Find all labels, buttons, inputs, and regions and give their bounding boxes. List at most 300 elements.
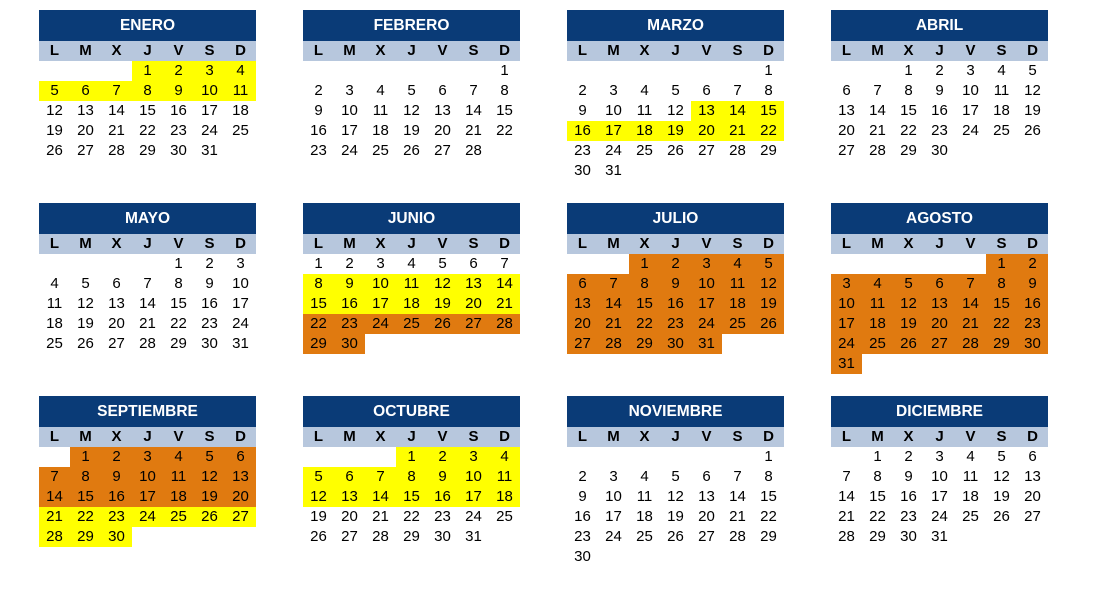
weekday-header xyxy=(831,427,1048,447)
day-cell: 12 xyxy=(303,487,334,507)
day-cell: 29 xyxy=(629,334,660,354)
week-row xyxy=(567,447,784,467)
day-cell: 25 xyxy=(862,334,893,354)
day-cell: 8 xyxy=(629,274,660,294)
month-octubre xyxy=(303,396,520,547)
day-cell: 22 xyxy=(70,507,101,527)
weekday-label: J xyxy=(935,235,944,252)
week-row xyxy=(831,354,1048,374)
day-cell: 17 xyxy=(132,487,163,507)
day-cell: 3 xyxy=(831,274,862,294)
day-cell: 5 xyxy=(1028,62,1037,79)
day-cell: 30 xyxy=(1017,334,1048,354)
day-cell: 23 xyxy=(334,314,365,334)
empty-cell xyxy=(629,447,660,467)
day-cell: 13 xyxy=(924,294,955,314)
day-cell: 15 xyxy=(70,487,101,507)
empty-cell xyxy=(629,61,660,81)
empty-cell xyxy=(955,254,986,274)
day-cell: 11 xyxy=(862,294,893,314)
empty-cell xyxy=(986,354,1017,374)
month-febrero xyxy=(303,10,520,161)
day-cell: 30 xyxy=(334,334,365,354)
weekday-label: L xyxy=(49,428,60,445)
weekday-label: V xyxy=(701,428,712,445)
day-cell: 1 xyxy=(500,62,509,79)
weekday-label: D xyxy=(763,42,774,59)
day-cell: 11 xyxy=(46,295,63,312)
day-cell: 5 xyxy=(39,81,70,101)
empty-cell xyxy=(831,254,862,274)
weekday-label: D xyxy=(1027,42,1038,59)
day-cell: 3 xyxy=(935,448,944,465)
day-cell: 12 xyxy=(194,467,225,487)
week-row xyxy=(831,334,1048,354)
month-abril xyxy=(831,10,1048,161)
day-cell: 16 xyxy=(1017,294,1048,314)
day-cell: 8 xyxy=(303,274,334,294)
day-cell: 30 xyxy=(900,528,917,545)
day-cell: 7 xyxy=(101,81,132,101)
weekday-label: J xyxy=(935,42,944,59)
day-cell: 23 xyxy=(900,508,917,525)
day-cell: 11 xyxy=(225,81,256,101)
day-cell: 4 xyxy=(722,254,753,274)
empty-cell xyxy=(691,61,722,81)
day-cell: 7 xyxy=(955,274,986,294)
weekday-label: V xyxy=(173,428,184,445)
day-cell: 16 xyxy=(201,295,218,312)
month-title: OCTUBRE xyxy=(303,396,520,427)
weekday-label: V xyxy=(173,42,184,59)
day-cell: 10 xyxy=(605,488,622,505)
weekday-header xyxy=(39,41,256,61)
weekday-label: X xyxy=(639,428,650,445)
day-cell: 8 xyxy=(764,468,773,485)
weekday-label: V xyxy=(701,235,712,252)
day-cell: 16 xyxy=(900,488,917,505)
weekday-label: L xyxy=(313,428,324,445)
week-row xyxy=(831,81,1048,101)
weekday-label: M xyxy=(343,235,356,252)
day-cell: 1 xyxy=(764,448,773,465)
day-cell: 17 xyxy=(598,121,629,141)
day-cell: 19 xyxy=(893,314,924,334)
month-title: AGOSTO xyxy=(831,203,1048,234)
day-cell: 22 xyxy=(869,508,886,525)
day-cell: 2 xyxy=(205,255,214,272)
weekday-label: S xyxy=(996,428,1007,445)
day-cell: 26 xyxy=(46,142,63,159)
day-cell: 21 xyxy=(729,508,746,525)
week-row xyxy=(303,507,520,527)
day-cell: 17 xyxy=(201,102,218,119)
day-cell: 18 xyxy=(232,102,249,119)
day-cell: 2 xyxy=(427,447,458,467)
weekday-label: S xyxy=(468,42,479,59)
day-cell: 15 xyxy=(170,295,187,312)
day-cell: 17 xyxy=(605,508,622,525)
empty-cell xyxy=(225,141,256,161)
day-cell: 20 xyxy=(108,315,125,332)
day-cell: 20 xyxy=(838,122,855,139)
empty-cell xyxy=(39,447,70,467)
day-cell: 3 xyxy=(966,62,975,79)
day-cell: 27 xyxy=(1024,508,1041,525)
day-cell: 27 xyxy=(341,528,358,545)
day-cell: 16 xyxy=(931,102,948,119)
day-cell: 14 xyxy=(869,102,886,119)
day-cell: 18 xyxy=(396,294,427,314)
day-cell: 4 xyxy=(966,448,975,465)
day-cell: 7 xyxy=(873,82,882,99)
day-cell: 6 xyxy=(842,82,851,99)
weekday-header xyxy=(567,427,784,447)
weekday-label: J xyxy=(671,42,680,59)
day-cell: 13 xyxy=(334,487,365,507)
empty-cell xyxy=(660,61,691,81)
day-cell: 4 xyxy=(640,82,649,99)
day-cell: 20 xyxy=(77,122,94,139)
day-cell: 6 xyxy=(567,274,598,294)
month-title: FEBRERO xyxy=(303,10,520,41)
day-cell: 5 xyxy=(303,467,334,487)
day-cell: 25 xyxy=(722,314,753,334)
day-cell: 6 xyxy=(225,447,256,467)
day-cell: 14 xyxy=(365,487,396,507)
weekday-label: V xyxy=(701,42,712,59)
day-cell: 24 xyxy=(132,507,163,527)
day-cell: 28 xyxy=(869,142,886,159)
day-cell: 20 xyxy=(341,508,358,525)
day-cell: 6 xyxy=(702,468,711,485)
day-cell: 13 xyxy=(77,102,94,119)
empty-cell xyxy=(70,254,101,274)
empty-cell xyxy=(893,254,924,274)
day-cell: 18 xyxy=(163,487,194,507)
weekday-label: L xyxy=(313,42,324,59)
day-cell: 11 xyxy=(372,102,389,119)
day-cell: 13 xyxy=(434,102,451,119)
day-cell: 26 xyxy=(993,508,1010,525)
weekday-label: S xyxy=(732,235,743,252)
day-cell: 25 xyxy=(962,508,979,525)
empty-cell xyxy=(722,547,753,567)
day-cell: 23 xyxy=(1017,314,1048,334)
weekday-label: L xyxy=(577,235,588,252)
day-cell: 29 xyxy=(70,527,101,547)
day-cell: 29 xyxy=(139,142,156,159)
day-cell: 25 xyxy=(993,122,1010,139)
day-cell: 17 xyxy=(232,295,249,312)
day-cell: 9 xyxy=(101,467,132,487)
weekday-label: D xyxy=(1027,428,1038,445)
day-cell: 19 xyxy=(660,121,691,141)
weekday-label: S xyxy=(204,42,215,59)
weekday-label: D xyxy=(763,428,774,445)
week-row xyxy=(39,467,256,487)
day-cell: 3 xyxy=(236,255,245,272)
day-cell: 24 xyxy=(831,334,862,354)
empty-cell xyxy=(691,447,722,467)
week-row xyxy=(831,61,1048,81)
day-cell: 11 xyxy=(489,467,520,487)
weekday-label: J xyxy=(671,235,680,252)
day-cell: 3 xyxy=(691,254,722,274)
weekday-label: V xyxy=(965,235,976,252)
day-cell: 14 xyxy=(722,101,753,121)
weekday-label: J xyxy=(935,428,944,445)
day-cell: 3 xyxy=(609,468,618,485)
weekday-header xyxy=(303,427,520,447)
day-cell: 10 xyxy=(194,81,225,101)
day-cell: 14 xyxy=(39,487,70,507)
day-cell: 27 xyxy=(225,507,256,527)
week-row xyxy=(567,314,784,334)
day-cell: 25 xyxy=(46,335,63,352)
day-cell: 17 xyxy=(831,314,862,334)
day-cell: 26 xyxy=(893,334,924,354)
weekday-label: J xyxy=(671,428,680,445)
day-cell: 18 xyxy=(636,508,653,525)
day-cell: 4 xyxy=(50,275,59,292)
day-cell: 27 xyxy=(77,142,94,159)
weekday-label: S xyxy=(996,42,1007,59)
week-row xyxy=(567,547,784,567)
day-cell: 23 xyxy=(310,142,327,159)
day-cell: 12 xyxy=(667,488,684,505)
day-cell: 9 xyxy=(427,467,458,487)
day-cell: 15 xyxy=(753,101,784,121)
empty-cell xyxy=(831,61,862,81)
day-cell: 29 xyxy=(760,142,777,159)
day-cell: 25 xyxy=(496,508,513,525)
week-row xyxy=(39,487,256,507)
empty-cell xyxy=(458,334,489,354)
week-row xyxy=(567,141,784,161)
weekday-label: M xyxy=(79,428,92,445)
day-cell: 8 xyxy=(132,81,163,101)
day-cell: 5 xyxy=(753,254,784,274)
day-cell: 11 xyxy=(163,467,194,487)
day-cell: 28 xyxy=(598,334,629,354)
week-row xyxy=(303,314,520,334)
day-cell: 2 xyxy=(314,82,323,99)
weekday-label: L xyxy=(841,42,852,59)
empty-cell xyxy=(862,254,893,274)
day-cell: 14 xyxy=(838,488,855,505)
day-cell: 2 xyxy=(660,254,691,274)
day-cell: 6 xyxy=(1028,448,1037,465)
day-cell: 10 xyxy=(132,467,163,487)
empty-cell xyxy=(458,61,489,81)
month-title: NOVIEMBRE xyxy=(567,396,784,427)
day-cell: 5 xyxy=(997,448,1006,465)
weekday-label: X xyxy=(375,428,386,445)
week-row xyxy=(303,334,520,354)
empty-cell xyxy=(955,354,986,374)
day-cell: 19 xyxy=(1024,102,1041,119)
weekday-label: X xyxy=(639,235,650,252)
week-row xyxy=(831,467,1048,487)
day-cell: 10 xyxy=(691,274,722,294)
day-cell: 3 xyxy=(194,61,225,81)
day-cell: 24 xyxy=(931,508,948,525)
day-cell: 1 xyxy=(986,254,1017,274)
day-cell: 12 xyxy=(753,274,784,294)
week-row xyxy=(303,101,520,121)
day-cell: 21 xyxy=(108,122,125,139)
weekday-label: X xyxy=(903,235,914,252)
weekday-label: M xyxy=(871,42,884,59)
month-mayo xyxy=(39,203,256,354)
day-cell: 13 xyxy=(458,274,489,294)
day-cell: 20 xyxy=(458,294,489,314)
empty-cell xyxy=(427,61,458,81)
empty-cell xyxy=(303,447,334,467)
empty-cell xyxy=(365,334,396,354)
day-cell: 9 xyxy=(163,81,194,101)
day-cell: 25 xyxy=(232,122,249,139)
day-cell: 3 xyxy=(345,82,354,99)
weekday-header xyxy=(39,427,256,447)
day-cell: 28 xyxy=(465,142,482,159)
empty-cell xyxy=(660,161,691,181)
day-cell: 14 xyxy=(465,102,482,119)
empty-cell xyxy=(396,61,427,81)
month-title: ENERO xyxy=(39,10,256,41)
day-cell: 27 xyxy=(567,334,598,354)
empty-cell xyxy=(101,61,132,81)
empty-cell xyxy=(691,161,722,181)
week-row xyxy=(303,467,520,487)
day-cell: 2 xyxy=(578,82,587,99)
weekday-label: D xyxy=(1027,235,1038,252)
week-row xyxy=(303,294,520,314)
day-cell: 22 xyxy=(760,508,777,525)
day-cell: 16 xyxy=(660,294,691,314)
day-cell: 8 xyxy=(396,467,427,487)
week-row xyxy=(303,447,520,467)
empty-cell xyxy=(831,447,862,467)
day-cell: 5 xyxy=(438,255,447,272)
week-row xyxy=(567,101,784,121)
weekday-label: D xyxy=(235,42,246,59)
day-cell: 16 xyxy=(334,294,365,314)
day-cell: 28 xyxy=(372,528,389,545)
week-row xyxy=(39,527,256,547)
day-cell: 10 xyxy=(962,82,979,99)
day-cell: 14 xyxy=(729,488,746,505)
empty-cell xyxy=(722,447,753,467)
week-row xyxy=(567,527,784,547)
day-cell: 12 xyxy=(993,468,1010,485)
empty-cell xyxy=(924,354,955,374)
day-cell: 18 xyxy=(962,488,979,505)
month-agosto xyxy=(831,203,1048,374)
empty-cell xyxy=(629,547,660,567)
day-cell: 23 xyxy=(101,507,132,527)
week-row xyxy=(831,141,1048,161)
day-cell: 14 xyxy=(108,102,125,119)
month-title: MARZO xyxy=(567,10,784,41)
weekday-label: X xyxy=(639,42,650,59)
day-cell: 7 xyxy=(365,467,396,487)
day-cell: 24 xyxy=(365,314,396,334)
day-cell: 6 xyxy=(438,82,447,99)
day-cell: 17 xyxy=(962,102,979,119)
weekday-header xyxy=(567,234,784,254)
week-row xyxy=(39,507,256,527)
weekday-label: M xyxy=(607,235,620,252)
day-cell: 22 xyxy=(629,314,660,334)
day-cell: 19 xyxy=(194,487,225,507)
day-cell: 15 xyxy=(396,487,427,507)
day-cell: 29 xyxy=(403,528,420,545)
day-cell: 12 xyxy=(1024,82,1041,99)
day-cell: 26 xyxy=(427,314,458,334)
week-row xyxy=(303,487,520,507)
day-cell: 27 xyxy=(698,142,715,159)
day-cell: 21 xyxy=(722,121,753,141)
day-cell: 30 xyxy=(931,142,948,159)
weekday-label: M xyxy=(871,428,884,445)
weekday-label: L xyxy=(313,235,324,252)
day-cell: 2 xyxy=(101,447,132,467)
day-cell: 13 xyxy=(567,294,598,314)
day-cell: 27 xyxy=(838,142,855,159)
empty-cell xyxy=(70,61,101,81)
weekday-label: S xyxy=(732,428,743,445)
day-cell: 6 xyxy=(112,275,121,292)
week-row xyxy=(39,314,256,334)
day-cell: 13 xyxy=(691,101,722,121)
weekday-label: V xyxy=(437,428,448,445)
day-cell: 26 xyxy=(403,142,420,159)
day-cell: 15 xyxy=(869,488,886,505)
weekday-label: S xyxy=(204,428,215,445)
day-cell: 21 xyxy=(598,314,629,334)
empty-cell xyxy=(365,61,396,81)
day-cell: 4 xyxy=(163,447,194,467)
month-diciembre xyxy=(831,396,1048,547)
day-cell: 31 xyxy=(232,335,249,352)
day-cell: 1 xyxy=(396,447,427,467)
empty-cell xyxy=(924,254,955,274)
day-cell: 3 xyxy=(376,255,385,272)
day-cell: 6 xyxy=(469,255,478,272)
week-row xyxy=(567,161,784,181)
day-cell: 15 xyxy=(629,294,660,314)
day-cell: 7 xyxy=(733,468,742,485)
day-cell: 29 xyxy=(900,142,917,159)
day-cell: 6 xyxy=(924,274,955,294)
day-cell: 15 xyxy=(303,294,334,314)
empty-cell xyxy=(598,547,629,567)
empty-cell xyxy=(101,254,132,274)
week-row xyxy=(303,527,520,547)
day-cell: 25 xyxy=(163,507,194,527)
week-row xyxy=(39,101,256,121)
empty-cell xyxy=(567,61,598,81)
day-cell: 13 xyxy=(1024,468,1041,485)
empty-cell xyxy=(955,141,986,161)
empty-cell xyxy=(893,354,924,374)
day-cell: 12 xyxy=(77,295,94,312)
day-cell: 19 xyxy=(993,488,1010,505)
day-cell: 26 xyxy=(667,142,684,159)
day-cell: 2 xyxy=(935,62,944,79)
